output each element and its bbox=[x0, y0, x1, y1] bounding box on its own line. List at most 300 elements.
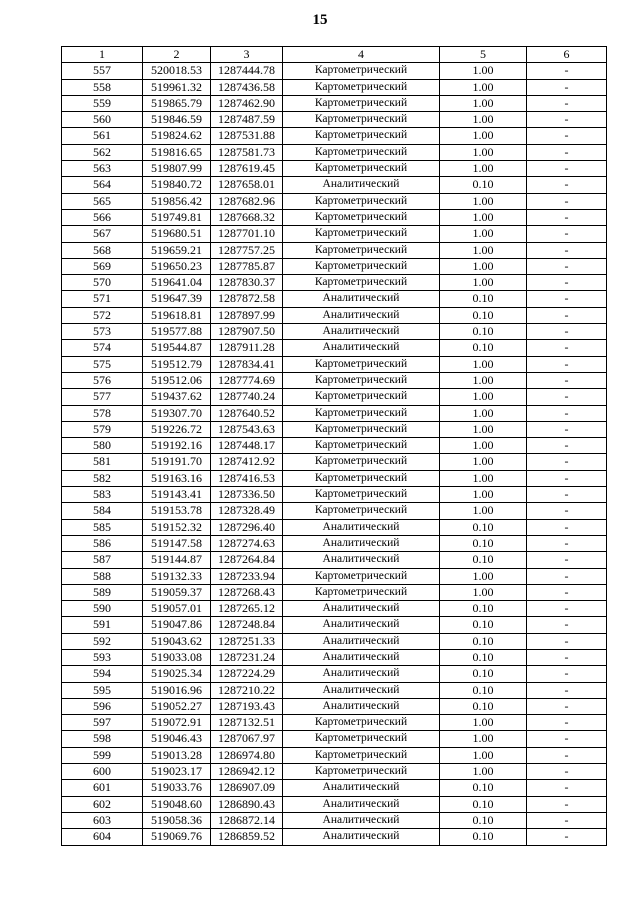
x-coordinate-cell: 519856.42 bbox=[143, 193, 211, 209]
x-coordinate-cell: 519192.16 bbox=[143, 438, 211, 454]
y-coordinate-cell: 1287412.92 bbox=[211, 454, 283, 470]
x-coordinate-cell: 519650.23 bbox=[143, 258, 211, 274]
accuracy-cell: 1.00 bbox=[440, 454, 527, 470]
point-number-cell: 602 bbox=[62, 796, 143, 812]
y-coordinate-cell: 1287872.58 bbox=[211, 291, 283, 307]
table-header-row bbox=[62, 47, 607, 63]
accuracy-cell: 0.10 bbox=[440, 682, 527, 698]
accuracy-cell: 0.10 bbox=[440, 649, 527, 665]
method-cell: Картометрический bbox=[283, 470, 440, 486]
note-cell: - bbox=[527, 584, 607, 600]
x-coordinate-cell: 519043.62 bbox=[143, 633, 211, 649]
x-coordinate-cell: 519512.79 bbox=[143, 356, 211, 372]
y-coordinate-cell: 1287701.10 bbox=[211, 226, 283, 242]
accuracy-cell: 1.00 bbox=[440, 764, 527, 780]
y-coordinate-cell: 1287067.97 bbox=[211, 731, 283, 747]
x-coordinate-cell: 519307.70 bbox=[143, 405, 211, 421]
x-coordinate-cell: 519824.62 bbox=[143, 128, 211, 144]
column-header-6: 6 bbox=[527, 47, 607, 63]
method-cell: Аналитический bbox=[283, 812, 440, 828]
accuracy-cell: 1.00 bbox=[440, 747, 527, 763]
note-cell: - bbox=[527, 421, 607, 437]
point-number-cell: 572 bbox=[62, 307, 143, 323]
note-cell: - bbox=[527, 258, 607, 274]
note-cell: - bbox=[527, 698, 607, 714]
note-cell: - bbox=[527, 747, 607, 763]
accuracy-cell: 1.00 bbox=[440, 112, 527, 128]
point-number-cell: 590 bbox=[62, 601, 143, 617]
x-coordinate-cell: 519059.37 bbox=[143, 584, 211, 600]
y-coordinate-cell: 1287328.49 bbox=[211, 503, 283, 519]
y-coordinate-cell: 1286890.43 bbox=[211, 796, 283, 812]
y-coordinate-cell: 1286942.12 bbox=[211, 764, 283, 780]
point-number-cell: 571 bbox=[62, 291, 143, 307]
y-coordinate-cell: 1287224.29 bbox=[211, 666, 283, 682]
note-cell: - bbox=[527, 324, 607, 340]
point-number-cell: 588 bbox=[62, 568, 143, 584]
accuracy-cell: 1.00 bbox=[440, 568, 527, 584]
column-header-4: 4 bbox=[283, 47, 440, 63]
note-cell: - bbox=[527, 405, 607, 421]
accuracy-cell: 1.00 bbox=[440, 63, 527, 79]
x-coordinate-cell: 519840.72 bbox=[143, 177, 211, 193]
accuracy-cell: 0.10 bbox=[440, 796, 527, 812]
table-row bbox=[62, 454, 607, 470]
y-coordinate-cell: 1286872.14 bbox=[211, 812, 283, 828]
method-cell: Картометрический bbox=[283, 193, 440, 209]
note-cell: - bbox=[527, 715, 607, 731]
method-cell: Картометрический bbox=[283, 389, 440, 405]
table-row bbox=[62, 112, 607, 128]
x-coordinate-cell: 519058.36 bbox=[143, 812, 211, 828]
table-row bbox=[62, 95, 607, 111]
coordinates-table bbox=[61, 46, 607, 846]
point-number-cell: 583 bbox=[62, 487, 143, 503]
y-coordinate-cell: 1287436.58 bbox=[211, 79, 283, 95]
x-coordinate-cell: 519152.32 bbox=[143, 519, 211, 535]
x-coordinate-cell: 519052.27 bbox=[143, 698, 211, 714]
table-row bbox=[62, 682, 607, 698]
accuracy-cell: 0.10 bbox=[440, 601, 527, 617]
accuracy-cell: 1.00 bbox=[440, 356, 527, 372]
point-number-cell: 584 bbox=[62, 503, 143, 519]
x-coordinate-cell: 519659.21 bbox=[143, 242, 211, 258]
table-row bbox=[62, 780, 607, 796]
x-coordinate-cell: 519147.58 bbox=[143, 535, 211, 551]
table-row bbox=[62, 291, 607, 307]
method-cell: Картометрический bbox=[283, 275, 440, 291]
accuracy-cell: 0.10 bbox=[440, 780, 527, 796]
method-cell: Картометрический bbox=[283, 79, 440, 95]
method-cell: Картометрический bbox=[283, 258, 440, 274]
point-number-cell: 587 bbox=[62, 552, 143, 568]
column-header-5: 5 bbox=[440, 47, 527, 63]
note-cell: - bbox=[527, 780, 607, 796]
table-row bbox=[62, 209, 607, 225]
accuracy-cell: 1.00 bbox=[440, 144, 527, 160]
accuracy-cell: 1.00 bbox=[440, 275, 527, 291]
y-coordinate-cell: 1287251.33 bbox=[211, 633, 283, 649]
method-cell: Аналитический bbox=[283, 340, 440, 356]
point-number-cell: 578 bbox=[62, 405, 143, 421]
accuracy-cell: 1.00 bbox=[440, 128, 527, 144]
page-number: 15 bbox=[312, 12, 328, 28]
note-cell: - bbox=[527, 601, 607, 617]
note-cell: - bbox=[527, 666, 607, 682]
point-number-cell: 566 bbox=[62, 209, 143, 225]
note-cell: - bbox=[527, 389, 607, 405]
point-number-cell: 582 bbox=[62, 470, 143, 486]
x-coordinate-cell: 519163.16 bbox=[143, 470, 211, 486]
point-number-cell: 562 bbox=[62, 144, 143, 160]
table-row bbox=[62, 177, 607, 193]
y-coordinate-cell: 1287682.96 bbox=[211, 193, 283, 209]
y-coordinate-cell: 1287830.37 bbox=[211, 275, 283, 291]
x-coordinate-cell: 519046.43 bbox=[143, 731, 211, 747]
accuracy-cell: 1.00 bbox=[440, 389, 527, 405]
method-cell: Аналитический bbox=[283, 535, 440, 551]
y-coordinate-cell: 1287640.52 bbox=[211, 405, 283, 421]
accuracy-cell: 1.00 bbox=[440, 161, 527, 177]
note-cell: - bbox=[527, 487, 607, 503]
table-row bbox=[62, 568, 607, 584]
note-cell: - bbox=[527, 470, 607, 486]
table-row bbox=[62, 372, 607, 388]
table-row bbox=[62, 242, 607, 258]
table-row bbox=[62, 128, 607, 144]
y-coordinate-cell: 1287774.69 bbox=[211, 372, 283, 388]
x-coordinate-cell: 519072.91 bbox=[143, 715, 211, 731]
accuracy-cell: 0.10 bbox=[440, 324, 527, 340]
accuracy-cell: 0.10 bbox=[440, 291, 527, 307]
table-row bbox=[62, 503, 607, 519]
method-cell: Аналитический bbox=[283, 617, 440, 633]
note-cell: - bbox=[527, 731, 607, 747]
note-cell: - bbox=[527, 177, 607, 193]
method-cell: Картометрический bbox=[283, 95, 440, 111]
method-cell: Картометрический bbox=[283, 128, 440, 144]
accuracy-cell: 1.00 bbox=[440, 487, 527, 503]
y-coordinate-cell: 1287265.12 bbox=[211, 601, 283, 617]
point-number-cell: 559 bbox=[62, 95, 143, 111]
method-cell: Аналитический bbox=[283, 601, 440, 617]
y-coordinate-cell: 1287740.24 bbox=[211, 389, 283, 405]
accuracy-cell: 1.00 bbox=[440, 715, 527, 731]
method-cell: Картометрический bbox=[283, 372, 440, 388]
method-cell: Аналитический bbox=[283, 307, 440, 323]
table-row bbox=[62, 552, 607, 568]
method-cell: Аналитический bbox=[283, 796, 440, 812]
table-row bbox=[62, 307, 607, 323]
accuracy-cell: 1.00 bbox=[440, 503, 527, 519]
table-row bbox=[62, 649, 607, 665]
point-number-cell: 564 bbox=[62, 177, 143, 193]
table-row bbox=[62, 747, 607, 763]
method-cell: Картометрический bbox=[283, 731, 440, 747]
x-coordinate-cell: 519437.62 bbox=[143, 389, 211, 405]
point-number-cell: 597 bbox=[62, 715, 143, 731]
method-cell: Картометрический bbox=[283, 503, 440, 519]
table-row bbox=[62, 275, 607, 291]
note-cell: - bbox=[527, 617, 607, 633]
table-row bbox=[62, 324, 607, 340]
method-cell: Картометрический bbox=[283, 715, 440, 731]
note-cell: - bbox=[527, 242, 607, 258]
x-coordinate-cell: 519749.81 bbox=[143, 209, 211, 225]
point-number-cell: 557 bbox=[62, 63, 143, 79]
point-number-cell: 598 bbox=[62, 731, 143, 747]
table-row bbox=[62, 601, 607, 617]
point-number-cell: 596 bbox=[62, 698, 143, 714]
x-coordinate-cell: 519647.39 bbox=[143, 291, 211, 307]
table-row bbox=[62, 470, 607, 486]
accuracy-cell: 0.10 bbox=[440, 177, 527, 193]
y-coordinate-cell: 1287416.53 bbox=[211, 470, 283, 486]
method-cell: Аналитический bbox=[283, 829, 440, 845]
table-row bbox=[62, 226, 607, 242]
x-coordinate-cell: 519641.04 bbox=[143, 275, 211, 291]
note-cell: - bbox=[527, 209, 607, 225]
x-coordinate-cell: 519816.65 bbox=[143, 144, 211, 160]
accuracy-cell: 1.00 bbox=[440, 79, 527, 95]
point-number-cell: 577 bbox=[62, 389, 143, 405]
point-number-cell: 579 bbox=[62, 421, 143, 437]
table-row bbox=[62, 812, 607, 828]
note-cell: - bbox=[527, 79, 607, 95]
accuracy-cell: 1.00 bbox=[440, 438, 527, 454]
x-coordinate-cell: 519016.96 bbox=[143, 682, 211, 698]
y-coordinate-cell: 1287834.41 bbox=[211, 356, 283, 372]
table-row bbox=[62, 340, 607, 356]
x-coordinate-cell: 519143.41 bbox=[143, 487, 211, 503]
y-coordinate-cell: 1287193.43 bbox=[211, 698, 283, 714]
x-coordinate-cell: 519153.78 bbox=[143, 503, 211, 519]
x-coordinate-cell: 519865.79 bbox=[143, 95, 211, 111]
note-cell: - bbox=[527, 128, 607, 144]
column-header-3: 3 bbox=[211, 47, 283, 63]
note-cell: - bbox=[527, 340, 607, 356]
point-number-cell: 604 bbox=[62, 829, 143, 845]
method-cell: Картометрический bbox=[283, 144, 440, 160]
method-cell: Картометрический bbox=[283, 242, 440, 258]
point-number-cell: 592 bbox=[62, 633, 143, 649]
point-number-cell: 563 bbox=[62, 161, 143, 177]
table-row bbox=[62, 79, 607, 95]
x-coordinate-cell: 519577.88 bbox=[143, 324, 211, 340]
y-coordinate-cell: 1287543.63 bbox=[211, 421, 283, 437]
method-cell: Аналитический bbox=[283, 633, 440, 649]
point-number-cell: 581 bbox=[62, 454, 143, 470]
note-cell: - bbox=[527, 519, 607, 535]
y-coordinate-cell: 1287231.24 bbox=[211, 649, 283, 665]
x-coordinate-cell: 519023.17 bbox=[143, 764, 211, 780]
table-row bbox=[62, 519, 607, 535]
point-number-cell: 591 bbox=[62, 617, 143, 633]
accuracy-cell: 1.00 bbox=[440, 731, 527, 747]
method-cell: Картометрический bbox=[283, 421, 440, 437]
method-cell: Аналитический bbox=[283, 324, 440, 340]
method-cell: Картометрический bbox=[283, 209, 440, 225]
x-coordinate-cell: 519191.70 bbox=[143, 454, 211, 470]
accuracy-cell: 1.00 bbox=[440, 258, 527, 274]
method-cell: Аналитический bbox=[283, 552, 440, 568]
table-row bbox=[62, 161, 607, 177]
y-coordinate-cell: 1287444.78 bbox=[211, 63, 283, 79]
point-number-cell: 576 bbox=[62, 372, 143, 388]
table-row bbox=[62, 535, 607, 551]
y-coordinate-cell: 1287619.45 bbox=[211, 161, 283, 177]
accuracy-cell: 1.00 bbox=[440, 242, 527, 258]
y-coordinate-cell: 1287336.50 bbox=[211, 487, 283, 503]
x-coordinate-cell: 519025.34 bbox=[143, 666, 211, 682]
method-cell: Картометрический bbox=[283, 226, 440, 242]
x-coordinate-cell: 519132.33 bbox=[143, 568, 211, 584]
method-cell: Картометрический bbox=[283, 747, 440, 763]
x-coordinate-cell: 519048.60 bbox=[143, 796, 211, 812]
table-row bbox=[62, 487, 607, 503]
y-coordinate-cell: 1287897.99 bbox=[211, 307, 283, 323]
y-coordinate-cell: 1287668.32 bbox=[211, 209, 283, 225]
accuracy-cell: 1.00 bbox=[440, 209, 527, 225]
note-cell: - bbox=[527, 552, 607, 568]
y-coordinate-cell: 1287581.73 bbox=[211, 144, 283, 160]
table-row bbox=[62, 796, 607, 812]
point-number-cell: 569 bbox=[62, 258, 143, 274]
method-cell: Аналитический bbox=[283, 780, 440, 796]
x-coordinate-cell: 519144.87 bbox=[143, 552, 211, 568]
table-row bbox=[62, 715, 607, 731]
note-cell: - bbox=[527, 95, 607, 111]
point-number-cell: 580 bbox=[62, 438, 143, 454]
y-coordinate-cell: 1286907.09 bbox=[211, 780, 283, 796]
y-coordinate-cell: 1287907.50 bbox=[211, 324, 283, 340]
note-cell: - bbox=[527, 372, 607, 388]
y-coordinate-cell: 1287658.01 bbox=[211, 177, 283, 193]
note-cell: - bbox=[527, 829, 607, 845]
x-coordinate-cell: 519057.01 bbox=[143, 601, 211, 617]
accuracy-cell: 0.10 bbox=[440, 666, 527, 682]
point-number-cell: 599 bbox=[62, 747, 143, 763]
accuracy-cell: 1.00 bbox=[440, 193, 527, 209]
x-coordinate-cell: 519013.28 bbox=[143, 747, 211, 763]
point-number-cell: 561 bbox=[62, 128, 143, 144]
table-row bbox=[62, 666, 607, 682]
y-coordinate-cell: 1287448.17 bbox=[211, 438, 283, 454]
method-cell: Картометрический bbox=[283, 568, 440, 584]
x-coordinate-cell: 519033.76 bbox=[143, 780, 211, 796]
y-coordinate-cell: 1287233.94 bbox=[211, 568, 283, 584]
point-number-cell: 586 bbox=[62, 535, 143, 551]
table-row bbox=[62, 764, 607, 780]
y-coordinate-cell: 1287487.59 bbox=[211, 112, 283, 128]
x-coordinate-cell: 519069.76 bbox=[143, 829, 211, 845]
x-coordinate-cell: 519846.59 bbox=[143, 112, 211, 128]
y-coordinate-cell: 1287785.87 bbox=[211, 258, 283, 274]
method-cell: Аналитический bbox=[283, 666, 440, 682]
method-cell: Аналитический bbox=[283, 649, 440, 665]
y-coordinate-cell: 1287132.51 bbox=[211, 715, 283, 731]
accuracy-cell: 0.10 bbox=[440, 617, 527, 633]
point-number-cell: 560 bbox=[62, 112, 143, 128]
note-cell: - bbox=[527, 291, 607, 307]
note-cell: - bbox=[527, 812, 607, 828]
note-cell: - bbox=[527, 682, 607, 698]
table-row bbox=[62, 731, 607, 747]
y-coordinate-cell: 1287268.43 bbox=[211, 584, 283, 600]
note-cell: - bbox=[527, 144, 607, 160]
x-coordinate-cell: 519033.08 bbox=[143, 649, 211, 665]
column-header-1: 1 bbox=[62, 47, 143, 63]
y-coordinate-cell: 1287757.25 bbox=[211, 242, 283, 258]
accuracy-cell: 0.10 bbox=[440, 519, 527, 535]
point-number-cell: 565 bbox=[62, 193, 143, 209]
table-row bbox=[62, 356, 607, 372]
table-row bbox=[62, 617, 607, 633]
accuracy-cell: 1.00 bbox=[440, 421, 527, 437]
accuracy-cell: 1.00 bbox=[440, 405, 527, 421]
point-number-cell: 558 bbox=[62, 79, 143, 95]
note-cell: - bbox=[527, 649, 607, 665]
table-row bbox=[62, 144, 607, 160]
table-body bbox=[62, 63, 607, 845]
column-header-2: 2 bbox=[143, 47, 211, 63]
point-number-cell: 573 bbox=[62, 324, 143, 340]
accuracy-cell: 0.10 bbox=[440, 340, 527, 356]
x-coordinate-cell: 519226.72 bbox=[143, 421, 211, 437]
method-cell: Картометрический bbox=[283, 584, 440, 600]
point-number-cell: 568 bbox=[62, 242, 143, 258]
y-coordinate-cell: 1287248.84 bbox=[211, 617, 283, 633]
table-row bbox=[62, 63, 607, 79]
table-row bbox=[62, 405, 607, 421]
note-cell: - bbox=[527, 275, 607, 291]
method-cell: Аналитический bbox=[283, 519, 440, 535]
point-number-cell: 603 bbox=[62, 812, 143, 828]
note-cell: - bbox=[527, 307, 607, 323]
table-row bbox=[62, 193, 607, 209]
note-cell: - bbox=[527, 764, 607, 780]
point-number-cell: 567 bbox=[62, 226, 143, 242]
method-cell: Картометрический bbox=[283, 63, 440, 79]
accuracy-cell: 1.00 bbox=[440, 584, 527, 600]
y-coordinate-cell: 1287531.88 bbox=[211, 128, 283, 144]
x-coordinate-cell: 519807.99 bbox=[143, 161, 211, 177]
x-coordinate-cell: 519680.51 bbox=[143, 226, 211, 242]
point-number-cell: 593 bbox=[62, 649, 143, 665]
method-cell: Картометрический bbox=[283, 438, 440, 454]
point-number-cell: 589 bbox=[62, 584, 143, 600]
point-number-cell: 595 bbox=[62, 682, 143, 698]
accuracy-cell: 0.10 bbox=[440, 307, 527, 323]
note-cell: - bbox=[527, 568, 607, 584]
x-coordinate-cell: 519512.06 bbox=[143, 372, 211, 388]
x-coordinate-cell: 519544.87 bbox=[143, 340, 211, 356]
table-row bbox=[62, 258, 607, 274]
y-coordinate-cell: 1287210.22 bbox=[211, 682, 283, 698]
method-cell: Аналитический bbox=[283, 682, 440, 698]
y-coordinate-cell: 1287296.40 bbox=[211, 519, 283, 535]
y-coordinate-cell: 1287274.63 bbox=[211, 535, 283, 551]
point-number-cell: 570 bbox=[62, 275, 143, 291]
method-cell: Картометрический bbox=[283, 405, 440, 421]
table-row bbox=[62, 389, 607, 405]
note-cell: - bbox=[527, 535, 607, 551]
note-cell: - bbox=[527, 161, 607, 177]
method-cell: Картометрический bbox=[283, 487, 440, 503]
accuracy-cell: 0.10 bbox=[440, 698, 527, 714]
method-cell: Картометрический bbox=[283, 454, 440, 470]
method-cell: Картометрический bbox=[283, 764, 440, 780]
